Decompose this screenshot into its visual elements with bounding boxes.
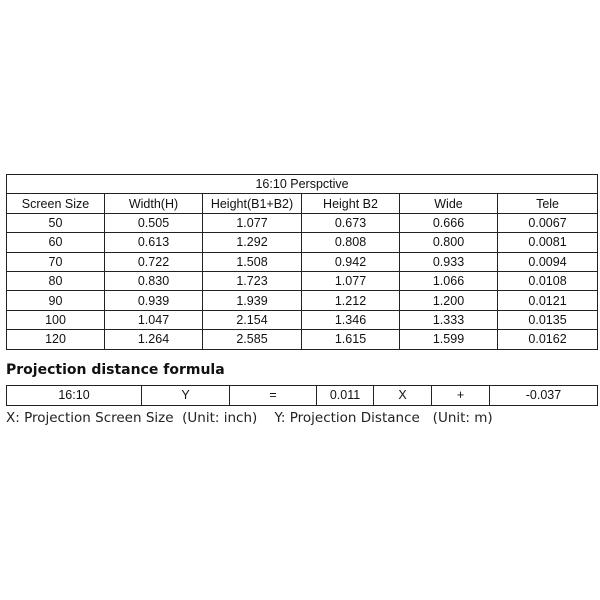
cell-height-b2: 1.346 bbox=[302, 310, 400, 329]
table-header-row bbox=[7, 194, 598, 213]
formula-y: Y bbox=[142, 386, 230, 406]
cell-width: 0.830 bbox=[105, 271, 203, 290]
cell-screen-size: 60 bbox=[7, 233, 105, 252]
column-header-wide: Wide bbox=[400, 194, 498, 213]
cell-height-total: 1.939 bbox=[203, 291, 302, 310]
table-row bbox=[7, 252, 598, 271]
table-row bbox=[7, 213, 598, 232]
cell-width: 1.264 bbox=[105, 330, 203, 349]
cell-height-b2: 0.808 bbox=[302, 233, 400, 252]
cell-wide: 1.066 bbox=[400, 271, 498, 290]
formula-constant: -0.037 bbox=[490, 386, 598, 406]
cell-screen-size: 80 bbox=[7, 271, 105, 290]
cell-wide: 0.933 bbox=[400, 252, 498, 271]
cell-width: 1.047 bbox=[105, 310, 203, 329]
cell-wide: 0.800 bbox=[400, 233, 498, 252]
cell-tele: 0.0135 bbox=[498, 310, 598, 329]
cell-width: 0.939 bbox=[105, 291, 203, 310]
table-row bbox=[7, 271, 598, 290]
cell-screen-size: 120 bbox=[7, 330, 105, 349]
cell-screen-size: 90 bbox=[7, 291, 105, 310]
formula-note: X: Projection Screen Size (Unit: inch) Y: Projection Distance (Unit: m) bbox=[6, 410, 493, 426]
cell-tele: 0.0081 bbox=[498, 233, 598, 252]
cell-tele: 0.0108 bbox=[498, 271, 598, 290]
formula-ratio: 16:10 bbox=[7, 386, 142, 406]
column-header-width: Width(H) bbox=[105, 194, 203, 213]
formula-x: X bbox=[374, 386, 432, 406]
cell-wide: 1.200 bbox=[400, 291, 498, 310]
cell-wide: 0.666 bbox=[400, 213, 498, 232]
cell-width: 0.505 bbox=[105, 213, 203, 232]
cell-height-total: 1.077 bbox=[203, 213, 302, 232]
cell-width: 0.722 bbox=[105, 252, 203, 271]
cell-width: 0.613 bbox=[105, 233, 203, 252]
cell-screen-size: 70 bbox=[7, 252, 105, 271]
cell-tele: 0.0162 bbox=[498, 330, 598, 349]
cell-height-total: 2.154 bbox=[203, 310, 302, 329]
table-row bbox=[7, 291, 598, 310]
cell-height-total: 2.585 bbox=[203, 330, 302, 349]
cell-tele: 0.0094 bbox=[498, 252, 598, 271]
cell-screen-size: 50 bbox=[7, 213, 105, 232]
cell-height-total: 1.723 bbox=[203, 271, 302, 290]
table-title: 16:10 Perspctive bbox=[7, 175, 598, 194]
cell-screen-size: 100 bbox=[7, 310, 105, 329]
cell-height-b2: 1.077 bbox=[302, 271, 400, 290]
column-header-height-total: Height(B1+B2) bbox=[203, 194, 302, 213]
table-row bbox=[7, 233, 598, 252]
cell-wide: 1.599 bbox=[400, 330, 498, 349]
formula-plus: + bbox=[432, 386, 490, 406]
table-row bbox=[7, 330, 598, 349]
column-header-screen-size: Screen Size bbox=[7, 194, 105, 213]
cell-height-b2: 0.942 bbox=[302, 252, 400, 271]
projection-spec-table bbox=[6, 174, 598, 350]
cell-height-total: 1.508 bbox=[203, 252, 302, 271]
cell-height-b2: 1.212 bbox=[302, 291, 400, 310]
formula-table bbox=[6, 385, 598, 406]
table-body bbox=[7, 213, 598, 349]
column-header-height-b2: Height B2 bbox=[302, 194, 400, 213]
table-row bbox=[7, 310, 598, 329]
cell-wide: 1.333 bbox=[400, 310, 498, 329]
formula-equals: = bbox=[230, 386, 317, 406]
cell-height-b2: 0.673 bbox=[302, 213, 400, 232]
cell-height-b2: 1.615 bbox=[302, 330, 400, 349]
column-header-tele: Tele bbox=[498, 194, 598, 213]
cell-tele: 0.0121 bbox=[498, 291, 598, 310]
cell-height-total: 1.292 bbox=[203, 233, 302, 252]
formula-heading: Projection distance formula bbox=[6, 362, 225, 378]
formula-row bbox=[7, 386, 598, 406]
cell-tele: 0.0067 bbox=[498, 213, 598, 232]
table-title-row bbox=[7, 175, 598, 194]
formula-coefficient: 0.011 bbox=[317, 386, 374, 406]
